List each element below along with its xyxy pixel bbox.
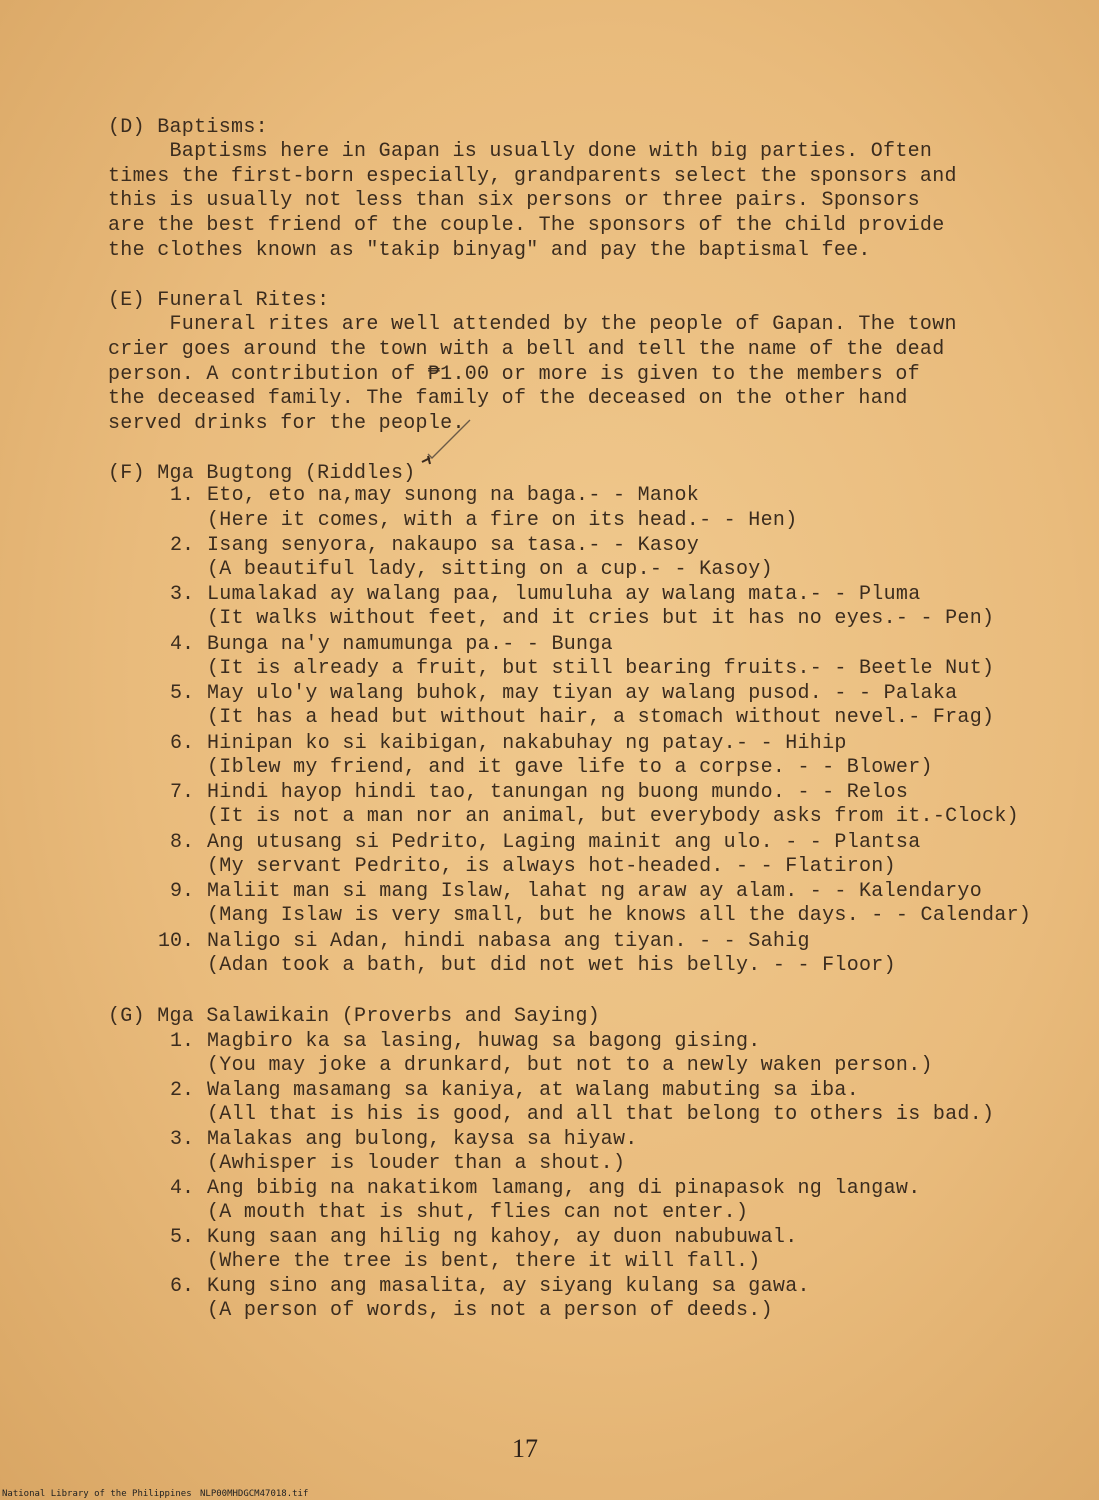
proverb-english: (A person of words, is not a person of deeds.) <box>207 1299 773 1322</box>
riddle-tagalog: Bunga na'y namumunga pa.- - Bunga <box>207 633 613 656</box>
riddle-tagalog: Ang utusang si Pedrito, Laging mainit ang ulo. - - Plantsa <box>207 831 921 854</box>
proverb-english: (A mouth that is shut, flies can not enter.) <box>207 1201 749 1224</box>
proverb-number: 3. <box>169 1128 194 1151</box>
footer-file: NLP00MHDGCM47018.tif <box>200 1489 309 1499</box>
riddle-tagalog: Lumalakad ay walang paa, lumuluha ay walang mata.- - Pluma <box>207 583 921 606</box>
riddle-number: 4. <box>169 633 194 656</box>
riddle-english: (It is already a fruit, but still bearing fruits.- - Beetle Nut) <box>207 657 995 680</box>
proverb-number: 2. <box>169 1079 194 1102</box>
riddle-english: (Iblew my friend, and it gave life to a corpse. - - Blower) <box>207 756 933 779</box>
proverb-english: (You may joke a drunkard, but not to a newly waken person.) <box>207 1054 933 1077</box>
proverb-tagalog: Kung sino ang masalita, ay siyang kulang sa gawa. <box>207 1275 810 1298</box>
page-number: 17 <box>512 1434 538 1463</box>
paragraph-line: Baptisms here in Gapan is usually done with big parties. Often <box>108 140 933 163</box>
proverb-english: (Awhisper is louder than a shout.) <box>207 1152 626 1175</box>
riddle-tagalog: Hinipan ko si kaibigan, nakabuhay ng patay.- - Hihip <box>207 732 847 755</box>
riddle-english: (Adan took a bath, but did not wet his belly. - - Floor) <box>207 954 896 977</box>
riddle-english: (My servant Pedrito, is always hot-headed. - - Flatiron) <box>207 855 896 878</box>
section-heading-funeral: (E) Funeral Rites: <box>108 289 330 312</box>
proverb-english: (Where the tree is bent, there it will fall.) <box>207 1250 761 1273</box>
paragraph-line: are the best friend of the couple. The sponsors of the child provide <box>108 214 945 237</box>
paragraph-line: Funeral rites are well attended by the people of Gapan. The town <box>108 313 957 336</box>
riddle-number: 3. <box>169 583 194 606</box>
paragraph-line: the deceased family. The family of the deceased on the other hand <box>108 387 908 410</box>
footer-library: National Library of the Philippines <box>2 1489 192 1499</box>
riddle-number: 5. <box>169 682 194 705</box>
proverb-tagalog: Walang masamang sa kaniya, at walang mabuting sa iba. <box>207 1079 860 1102</box>
riddle-english: (Here it comes, with a fire on its head.- - Hen) <box>207 509 798 532</box>
paragraph-line: this is usually not less than six persons or three pairs. Sponsors <box>108 189 920 212</box>
riddle-number: 10. <box>157 930 194 953</box>
proverb-tagalog: Malakas ang bulong, kaysa sa hiyaw. <box>207 1128 638 1151</box>
proverb-tagalog: Magbiro ka sa lasing, huwag sa bagong gising. <box>207 1030 761 1053</box>
riddle-tagalog: Hindi hayop hindi tao, tanungan ng buong mundo. - - Relos <box>207 781 909 804</box>
paragraph-line: the clothes known as "takip binyag" and pay the baptismal fee. <box>108 239 871 262</box>
riddle-english: (It has a head but without hair, a stomach without nevel.- Frag) <box>207 706 995 729</box>
riddle-number: 2. <box>169 534 194 557</box>
proverb-tagalog: Kung saan ang hilig ng kahoy, ay duon nabubuwal. <box>207 1226 798 1249</box>
riddle-number: 1. <box>169 484 194 507</box>
section-heading-baptisms: (D) Baptisms: <box>108 116 268 139</box>
riddle-number: 6. <box>169 732 194 755</box>
proverb-tagalog: Ang bibig na nakatikom lamang, ang di pinapasok ng langaw. <box>207 1177 921 1200</box>
riddle-english: (It is not a man nor an animal, but everybody asks from it.-Clock) <box>207 805 1019 828</box>
proverb-number: 1. <box>169 1030 194 1053</box>
riddle-tagalog: May ulo'y walang buhok, may tiyan ay walang pusod. - - Palaka <box>207 682 958 705</box>
paragraph-line: person. A contribution of ₱1.00 or more is given to the members of <box>108 363 920 386</box>
pencil-mark-icon <box>418 452 438 472</box>
paragraph-line: times the first-born especially, grandparents select the sponsors and <box>108 165 957 188</box>
riddle-english: (A beautiful lady, sitting on a cup.- - Kasoy) <box>207 558 773 581</box>
riddle-english: (It walks without feet, and it cries but it has no eyes.- - Pen) <box>207 607 995 630</box>
riddle-number: 7. <box>169 781 194 804</box>
proverb-number: 5. <box>169 1226 194 1249</box>
paragraph-line: served drinks for the people. <box>108 412 465 435</box>
riddle-tagalog: Eto, eto na,may sunong na baga.- - Manok <box>207 484 700 507</box>
proverb-number: 4. <box>169 1177 194 1200</box>
paragraph-line: crier goes around the town with a bell and tell the name of the dead <box>108 338 945 361</box>
riddle-tagalog: Isang senyora, nakaupo sa tasa.- - Kasoy <box>207 534 700 557</box>
riddle-number: 9. <box>169 880 194 903</box>
proverb-english: (All that is his is good, and all that belong to others is bad.) <box>207 1103 995 1126</box>
proverb-number: 6. <box>169 1275 194 1298</box>
riddle-tagalog: Naligo si Adan, hindi nabasa ang tiyan. - - Sahig <box>207 930 810 953</box>
riddle-tagalog: Maliit man si mang Islaw, lahat ng araw ay alam. - - Kalendaryo <box>207 880 983 903</box>
riddle-english: (Mang Islaw is very small, but he knows all the days. - - Calendar) <box>207 904 1032 927</box>
section-heading-proverbs: (G) Mga Salawikain (Proverbs and Saying) <box>108 1005 601 1028</box>
riddle-number: 8. <box>169 831 194 854</box>
section-heading-riddles: (F) Mga Bugtong (Riddles) <box>108 462 416 485</box>
